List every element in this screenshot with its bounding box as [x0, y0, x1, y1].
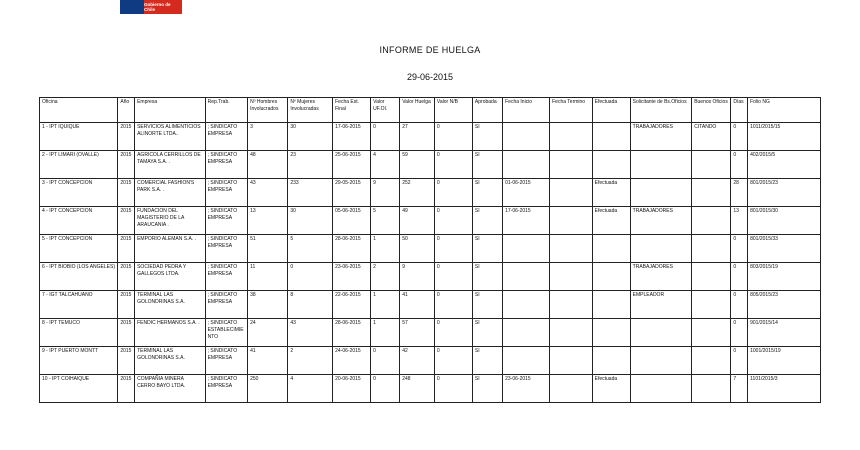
table-row [40, 319, 821, 347]
cell-rep-trab: ; SINDICATO EMPRESA [205, 375, 248, 403]
cell-solicitante: TRABAJADORES [630, 123, 692, 151]
cell-oficina: 4 - IPT CONCEPCION [40, 207, 118, 235]
cell-valor-uf: 0 [371, 123, 400, 151]
cell-dias: 13 [731, 207, 748, 235]
cell-valor-uf: 0 [371, 375, 400, 403]
cell-folio: 805/2015/23 [748, 291, 821, 319]
cell-dias: 0 [731, 151, 748, 179]
cell-efectuada [592, 319, 630, 347]
cell-fecha-termino [550, 123, 593, 151]
cell-aprobada: SI [472, 347, 502, 375]
cell-fecha-inicio [503, 151, 550, 179]
report-title: INFORME DE HUELGA [379, 45, 481, 55]
column-header-ano: Año [118, 98, 135, 123]
cell-rep-trab: ; SINDICATO EMPRESA [205, 235, 248, 263]
cell-oficina: 2 - IPT LIMARI (OVALLE) [40, 151, 118, 179]
cell-fecha-inicio [503, 123, 550, 151]
cell-fecha-inicio [503, 235, 550, 263]
column-header-buenos-oficios: Buenos Oficios [692, 98, 731, 123]
cell-ano: 2015 [118, 319, 135, 347]
cell-fecha-termino [550, 263, 593, 291]
cell-efectuada: Efectuada [592, 207, 630, 235]
column-header-hombres: Nº Hombres Involucrados [248, 98, 288, 123]
cell-fecha-est-final: 05-06-2015 [333, 207, 371, 235]
cell-ano: 2015 [118, 263, 135, 291]
cell-valor-huelga: 27 [400, 123, 435, 151]
column-header-folio: Folio NG [748, 98, 821, 123]
cell-dias: 0 [731, 263, 748, 291]
cell-rep-trab: ; SINDICATO EMPRESA [205, 123, 248, 151]
cell-fecha-termino [550, 151, 593, 179]
cell-fecha-termino [550, 179, 593, 207]
cell-hombres: 250 [248, 375, 288, 403]
column-header-dias: Días [731, 98, 748, 123]
cell-fecha-est-final: 24-06-2015 [333, 347, 371, 375]
cell-ano: 2015 [118, 123, 135, 151]
cell-fecha-est-final: 17-06-2015 [333, 123, 371, 151]
cell-fecha-inicio: 17-06-2015 [503, 207, 550, 235]
cell-empresa: AGRICOLA CERRILLOS DE TAMAYA S.A. . [135, 151, 205, 179]
cell-valor-nb: 0 [434, 291, 472, 319]
cell-valor-huelga: 57 [400, 319, 435, 347]
cell-valor-huelga: 59 [400, 151, 435, 179]
cell-valor-huelga: 42 [400, 347, 435, 375]
logo-blue-block [120, 0, 144, 14]
cell-valor-uf: 1 [371, 291, 400, 319]
cell-mujeres: 30 [288, 123, 333, 151]
cell-valor-huelga: 49 [400, 207, 435, 235]
cell-empresa: TERMINAL LAS GOLONDRINAS S.A. [135, 347, 205, 375]
cell-oficina: 6 - IPT BIOBIO (LOS ANGELES) [40, 263, 118, 291]
table-row [40, 235, 821, 263]
table-row [40, 263, 821, 291]
cell-valor-nb: 0 [434, 375, 472, 403]
column-header-valor-uf: Valor UF.OI. [371, 98, 400, 123]
cell-aprobada: SI [472, 123, 502, 151]
cell-hombres: 51 [248, 235, 288, 263]
cell-fecha-termino [550, 207, 593, 235]
column-header-valor-nb: Valor N/B [434, 98, 472, 123]
table-row [40, 151, 821, 179]
cell-efectuada [592, 235, 630, 263]
cell-dias: 0 [731, 291, 748, 319]
gobierno-logo [120, 0, 182, 14]
cell-hombres: 38 [248, 291, 288, 319]
cell-ano: 2015 [118, 179, 135, 207]
cell-rep-trab: ; SINDICATO EMPRESA [205, 263, 248, 291]
cell-dias: 0 [731, 123, 748, 151]
cell-fecha-inicio [503, 263, 550, 291]
cell-rep-trab: ; SINDICATO EMPRESA [205, 151, 248, 179]
cell-empresa: SERVICIOS ALIMENTICIOS ALINORTE LTDA.. [135, 123, 205, 151]
cell-fecha-est-final: 23-06-2015 [333, 263, 371, 291]
cell-aprobada: SI [472, 375, 502, 403]
cell-buenos-oficios [692, 235, 731, 263]
cell-empresa: SOCIEDAD PEDRA Y GALLEGOS LTDA. [135, 263, 205, 291]
cell-oficina: 9 - IPT PUERTO MONTT [40, 347, 118, 375]
column-header-fecha-est-final: Fecha Est. Final [333, 98, 371, 123]
table-row [40, 179, 821, 207]
cell-fecha-est-final: 22-06-2015 [333, 291, 371, 319]
cell-valor-huelga: 50 [400, 235, 435, 263]
table-row [40, 123, 821, 151]
cell-dias: 28 [731, 179, 748, 207]
cell-folio: 803/2015/19 [748, 263, 821, 291]
cell-hombres: 41 [248, 347, 288, 375]
cell-mujeres: 4 [288, 375, 333, 403]
cell-fecha-termino [550, 347, 593, 375]
cell-oficina: 7 - IGT TALCAHUANO [40, 291, 118, 319]
cell-oficina: 1 - IPT IQUIQUE [40, 123, 118, 151]
cell-empresa: FUNDACION DEL MAGISTERIO DE LA ARAUCANIA . [135, 207, 205, 235]
cell-efectuada [592, 347, 630, 375]
cell-empresa: COMERCIAL FASHION'S PARK S.A. . [135, 179, 205, 207]
column-header-rep-trab: Rep.Trab. [205, 98, 248, 123]
cell-rep-trab: ; SINDICATO EMPRESA [205, 291, 248, 319]
cell-dias: 0 [731, 347, 748, 375]
column-header-efectuada: Efectuada [592, 98, 630, 123]
cell-rep-trab: ; SINDICATO EMPRESA [205, 347, 248, 375]
cell-empresa: EMPORIO ALEMAN S.A. . [135, 235, 205, 263]
cell-folio: 901/2015/14 [748, 319, 821, 347]
strike-report-table [39, 97, 821, 403]
cell-folio: 1101/2015/3 [748, 375, 821, 403]
table-row [40, 291, 821, 319]
cell-fecha-inicio [503, 319, 550, 347]
cell-fecha-est-final: 28-06-2015 [333, 319, 371, 347]
table-row [40, 375, 821, 403]
cell-valor-nb: 0 [434, 207, 472, 235]
cell-buenos-oficios [692, 179, 731, 207]
cell-aprobada: SI [472, 207, 502, 235]
cell-efectuada [592, 151, 630, 179]
cell-fecha-est-final: 28-06-2015 [333, 235, 371, 263]
cell-buenos-oficios [692, 263, 731, 291]
cell-hombres: 43 [248, 179, 288, 207]
cell-valor-uf: 1 [371, 235, 400, 263]
cell-buenos-oficios [692, 375, 731, 403]
cell-folio: 1011/2015/15 [748, 123, 821, 151]
cell-fecha-est-final: 29-05-2015 [333, 179, 371, 207]
cell-oficina: 5 - IPT CONCEPCION [40, 235, 118, 263]
cell-rep-trab: ; SINDICATO ESTABLECIMIENTO [205, 319, 248, 347]
cell-folio: 1001/2015/19 [748, 347, 821, 375]
cell-valor-nb: 0 [434, 123, 472, 151]
cell-hombres: 3 [248, 123, 288, 151]
cell-buenos-oficios [692, 151, 731, 179]
cell-mujeres: 2 [288, 347, 333, 375]
cell-ano: 2015 [118, 375, 135, 403]
cell-mujeres: 23 [288, 151, 333, 179]
logo-text: Gobierno de Chile [144, 2, 171, 12]
cell-oficina: 3 - IPT CONCEPCION [40, 179, 118, 207]
cell-fecha-inicio: 23-06-2015 [503, 375, 550, 403]
cell-valor-uf: 5 [371, 207, 400, 235]
cell-buenos-oficios [692, 207, 731, 235]
cell-solicitante: TRABAJADORES [630, 207, 692, 235]
column-header-oficina: Oficina [40, 98, 118, 123]
cell-hombres: 24 [248, 319, 288, 347]
table-body [40, 123, 821, 403]
cell-valor-nb: 0 [434, 151, 472, 179]
cell-fecha-termino [550, 319, 593, 347]
cell-aprobada: SI [472, 291, 502, 319]
cell-solicitante [630, 235, 692, 263]
cell-fecha-est-final: 25-06-2015 [333, 151, 371, 179]
cell-valor-nb: 0 [434, 347, 472, 375]
cell-ano: 2015 [118, 291, 135, 319]
cell-hombres: 11 [248, 263, 288, 291]
cell-folio: 801/2015/23 [748, 179, 821, 207]
cell-dias: 0 [731, 319, 748, 347]
cell-valor-uf: 0 [371, 347, 400, 375]
table-row [40, 347, 821, 375]
cell-buenos-oficios [692, 291, 731, 319]
cell-buenos-oficios [692, 347, 731, 375]
cell-folio: 402/2015/5 [748, 151, 821, 179]
cell-efectuada: Efectuada [592, 375, 630, 403]
column-header-mujeres: Nº Mujeres Involucradas [288, 98, 333, 123]
cell-buenos-oficios [692, 319, 731, 347]
cell-valor-uf: 9 [371, 179, 400, 207]
cell-empresa: COMPAÑIA MINERA CERRO BAYO LTDA. [135, 375, 205, 403]
cell-efectuada: Efectuada [592, 179, 630, 207]
cell-valor-uf: 4 [371, 151, 400, 179]
cell-valor-nb: 0 [434, 319, 472, 347]
cell-mujeres: 5 [288, 235, 333, 263]
cell-valor-nb: 0 [434, 179, 472, 207]
column-header-empresa: Empresa [135, 98, 205, 123]
cell-dias: 7 [731, 375, 748, 403]
cell-fecha-inicio: 01-06-2015 [503, 179, 550, 207]
cell-fecha-termino [550, 291, 593, 319]
table-header-row [40, 98, 821, 123]
cell-mujeres: 0 [288, 263, 333, 291]
cell-aprobada: SI [472, 263, 502, 291]
cell-folio: 801/2015/33 [748, 235, 821, 263]
column-header-fecha-inicio: Fecha Inicio [503, 98, 550, 123]
cell-valor-uf: 1 [371, 319, 400, 347]
cell-efectuada [592, 123, 630, 151]
cell-solicitante [630, 319, 692, 347]
cell-ano: 2015 [118, 347, 135, 375]
report-date: 29-06-2015 [406, 72, 454, 82]
cell-solicitante [630, 375, 692, 403]
cell-dias: 0 [731, 235, 748, 263]
cell-hombres: 48 [248, 151, 288, 179]
cell-efectuada [592, 291, 630, 319]
cell-rep-trab: ; SINDICATO EMPRESA [205, 207, 248, 235]
column-header-fecha-termino: Fecha Termino [550, 98, 593, 123]
cell-mujeres: 30 [288, 207, 333, 235]
cell-oficina: 8 - IPT TEMUCO [40, 319, 118, 347]
cell-aprobada: SI [472, 235, 502, 263]
column-header-aprobada: Aprobada [472, 98, 502, 123]
cell-mujeres: 43 [288, 319, 333, 347]
cell-ano: 2015 [118, 235, 135, 263]
cell-solicitante [630, 347, 692, 375]
cell-valor-huelga: 252 [400, 179, 435, 207]
cell-valor-nb: 0 [434, 235, 472, 263]
cell-rep-trab: ; SINDICATO EMPRESA [205, 179, 248, 207]
cell-mujeres: 8 [288, 291, 333, 319]
cell-folio: 801/2015/30 [748, 207, 821, 235]
cell-solicitante: TRABAJADORES [630, 263, 692, 291]
cell-hombres: 13 [248, 207, 288, 235]
column-header-valor-huelga: Valor Huelga [400, 98, 435, 123]
cell-empresa: FENDIC HERMANOS S.A. . [135, 319, 205, 347]
cell-buenos-oficios: CITANDO [692, 123, 731, 151]
cell-ano: 2015 [118, 207, 135, 235]
cell-valor-huelga: 248 [400, 375, 435, 403]
cell-valor-huelga: 41 [400, 291, 435, 319]
cell-valor-nb: 0 [434, 263, 472, 291]
cell-valor-uf: 2 [371, 263, 400, 291]
cell-fecha-termino [550, 375, 593, 403]
cell-oficina: 10 - IPT COIHAIQUE [40, 375, 118, 403]
cell-solicitante: EMPLEADOR [630, 291, 692, 319]
cell-fecha-termino [550, 235, 593, 263]
cell-aprobada: SI [472, 319, 502, 347]
cell-solicitante [630, 179, 692, 207]
cell-mujeres: 233 [288, 179, 333, 207]
cell-aprobada: SI [472, 179, 502, 207]
cell-fecha-est-final: 20-06-2015 [333, 375, 371, 403]
column-header-solicitante: Solicitante de Bs.Oficios [630, 98, 692, 123]
cell-solicitante [630, 151, 692, 179]
cell-efectuada [592, 263, 630, 291]
cell-aprobada: SI [472, 151, 502, 179]
cell-valor-huelga: 9 [400, 263, 435, 291]
cell-empresa: TERMINAL LAS GOLONDRINAS S.A. [135, 291, 205, 319]
logo-red-block [144, 0, 182, 14]
cell-fecha-inicio [503, 347, 550, 375]
cell-ano: 2015 [118, 151, 135, 179]
table-row [40, 207, 821, 235]
cell-fecha-inicio [503, 291, 550, 319]
